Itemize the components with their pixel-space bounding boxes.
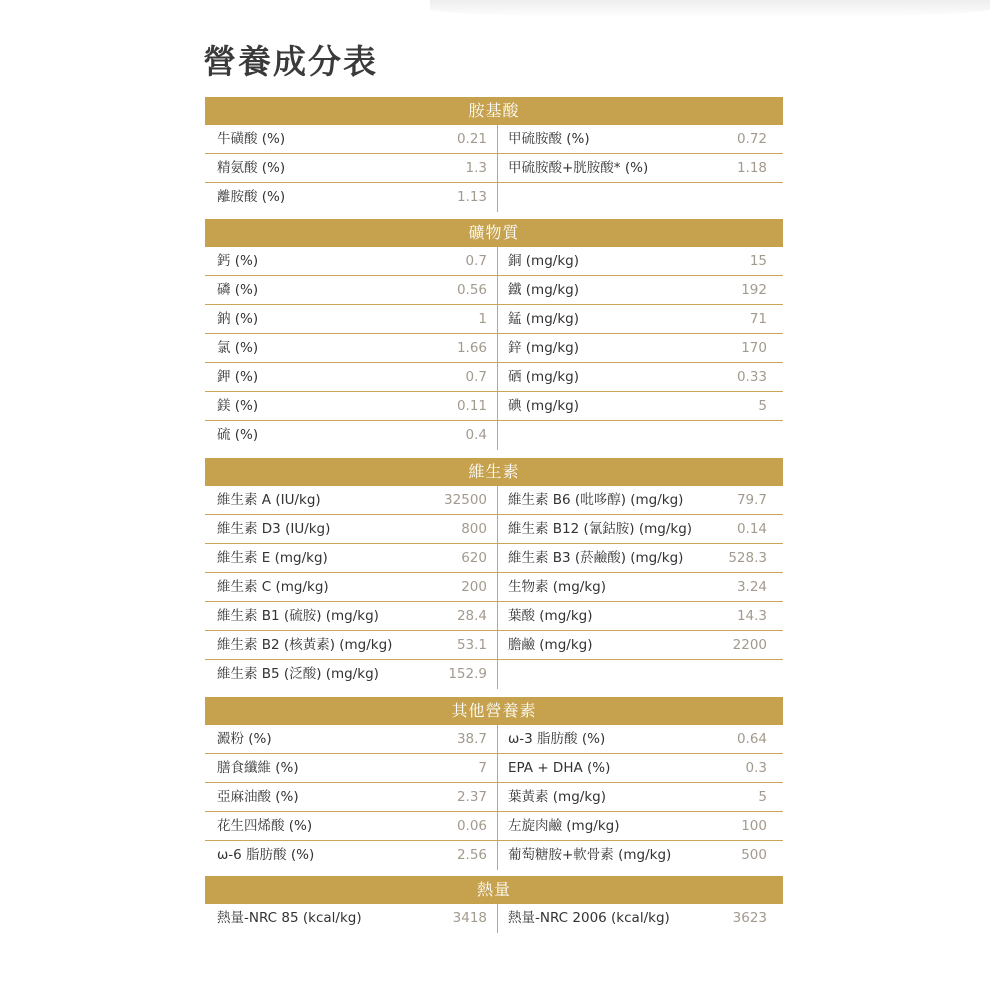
table-row	[205, 725, 783, 754]
nutrient-value: 1	[478, 311, 487, 327]
nutrient-name: 葉酸 (mg/kg)	[508, 608, 593, 624]
table-row	[205, 812, 783, 841]
nutrient-name: ω-3 脂肪酸 (%)	[508, 731, 606, 747]
column-divider	[497, 904, 498, 933]
nutrient-value: 528.3	[728, 550, 767, 566]
nutrient-name: 碘 (mg/kg)	[508, 398, 579, 414]
section-minerals	[205, 219, 783, 450]
nutrient-value: 2200	[732, 637, 767, 653]
nutrient-value: 0.11	[456, 398, 487, 414]
column-divider	[497, 754, 498, 782]
section-header: 胺基酸	[205, 97, 783, 125]
nutrient-value: 0.7	[465, 253, 487, 269]
section-header: 熱量	[205, 876, 783, 904]
nutrient-value: 0.64	[736, 731, 767, 747]
column-divider	[497, 725, 498, 753]
nutrient-value: 38.7	[456, 731, 487, 747]
column-divider	[497, 515, 498, 543]
nutrient-name: 葉黃素 (mg/kg)	[508, 789, 606, 805]
nutrient-value: 3418	[452, 910, 487, 926]
table-row	[205, 660, 783, 689]
nutrient-value: 1.66	[456, 340, 487, 356]
nutrient-name: 磷 (%)	[217, 282, 259, 298]
column-divider	[497, 276, 498, 304]
column-divider	[497, 573, 498, 601]
table-row	[205, 183, 783, 212]
nutrient-value: 7	[478, 760, 487, 776]
nutrient-value: 500	[741, 847, 767, 863]
column-divider	[497, 660, 498, 689]
nutrient-value: 79.7	[736, 492, 767, 508]
table-row	[205, 486, 783, 515]
nutrient-value: 0.33	[736, 369, 767, 385]
table-row	[205, 841, 783, 870]
column-divider	[497, 125, 498, 153]
nutrient-name: 維生素 B12 (氰鈷胺) (mg/kg)	[508, 521, 693, 537]
nutrient-value: 3.24	[736, 579, 767, 595]
table-row	[205, 783, 783, 812]
nutrient-value: 170	[741, 340, 767, 356]
nutrient-name: ω-6 脂肪酸 (%)	[217, 847, 315, 863]
nutrient-name: 膳食纖維 (%)	[217, 760, 299, 776]
table-row	[205, 334, 783, 363]
column-divider	[497, 363, 498, 391]
nutrient-value: 1.3	[465, 160, 487, 176]
nutrient-value: 1.18	[736, 160, 767, 176]
nutrient-name: 維生素 B5 (泛酸) (mg/kg)	[217, 666, 379, 682]
nutrient-name: 維生素 B6 (吡哆醇) (mg/kg)	[508, 492, 684, 508]
nutrient-name: 膽鹼 (mg/kg)	[508, 637, 593, 653]
nutrient-value: 152.9	[448, 666, 487, 682]
nutrient-value: 1.13	[456, 189, 487, 205]
nutrient-value: 620	[461, 550, 487, 566]
nutrient-value: 200	[461, 579, 487, 595]
nutrient-name: 甲硫胺酸+胱胺酸* (%)	[508, 160, 649, 176]
table-row	[205, 904, 783, 933]
nutrient-value: 0.21	[456, 131, 487, 147]
nutrient-value: 100	[741, 818, 767, 834]
nutrient-name: 亞麻油酸 (%)	[217, 789, 299, 805]
column-divider	[497, 305, 498, 333]
table-row	[205, 125, 783, 154]
nutrient-name: 鈉 (%)	[217, 311, 259, 327]
nutrient-name: 維生素 C (mg/kg)	[217, 579, 329, 595]
nutrient-value: 14.3	[736, 608, 767, 624]
nutrient-name: 生物素 (mg/kg)	[508, 579, 606, 595]
section-energy	[205, 876, 783, 933]
nutrient-name: 維生素 E (mg/kg)	[217, 550, 328, 566]
section-vitamins	[205, 458, 783, 689]
section-header: 其他營養素	[205, 697, 783, 725]
nutrient-name: 鐵 (mg/kg)	[508, 282, 579, 298]
nutrient-name: 鈣 (%)	[217, 253, 259, 269]
section-other-nutrients	[205, 697, 783, 870]
table-row	[205, 631, 783, 660]
nutrient-name: 維生素 A (IU/kg)	[217, 492, 321, 508]
table-row	[205, 515, 783, 544]
nutrient-name: 維生素 B1 (硫胺) (mg/kg)	[217, 608, 379, 624]
column-divider	[497, 247, 498, 275]
nutrient-name: 氯 (%)	[217, 340, 259, 356]
nutrient-name: 硒 (mg/kg)	[508, 369, 579, 385]
column-divider	[497, 631, 498, 659]
nutrient-value: 53.1	[456, 637, 487, 653]
column-divider	[497, 783, 498, 811]
column-divider	[497, 334, 498, 362]
nutrient-value: 0.3	[745, 760, 767, 776]
section-header: 維生素	[205, 458, 783, 486]
nutrient-value: 3623	[732, 910, 767, 926]
column-divider	[497, 841, 498, 870]
nutrient-value: 32500	[444, 492, 487, 508]
nutrient-name: 維生素 B3 (菸鹼酸) (mg/kg)	[508, 550, 684, 566]
nutrient-name: 錳 (mg/kg)	[508, 311, 579, 327]
nutrient-value: 2.37	[456, 789, 487, 805]
nutrient-value: 192	[741, 282, 767, 298]
column-divider	[497, 154, 498, 182]
nutrient-value: 28.4	[456, 608, 487, 624]
nutrient-value: 0.4	[465, 427, 487, 443]
table-row	[205, 154, 783, 183]
nutrient-value: 5	[758, 398, 767, 414]
table-row	[205, 421, 783, 450]
table-row	[205, 544, 783, 573]
nutrient-name: 牛磺酸 (%)	[217, 131, 286, 147]
nutrient-value: 15	[749, 253, 767, 269]
nutrient-value: 0.56	[456, 282, 487, 298]
nutrient-name: 鉀 (%)	[217, 369, 259, 385]
nutrient-value: 5	[758, 789, 767, 805]
section-header: 礦物質	[205, 219, 783, 247]
table-row	[205, 573, 783, 602]
table-row	[205, 276, 783, 305]
nutrient-name: 維生素 D3 (IU/kg)	[217, 521, 331, 537]
column-divider	[497, 602, 498, 630]
top-shadow-decoration	[430, 0, 990, 18]
nutrient-name: 硫 (%)	[217, 427, 259, 443]
column-divider	[497, 486, 498, 514]
table-row	[205, 602, 783, 631]
column-divider	[497, 392, 498, 420]
nutrient-name: 熱量-NRC 85 (kcal/kg)	[217, 910, 362, 926]
page-title: 營養成分表	[203, 42, 378, 81]
table-row	[205, 363, 783, 392]
nutrient-name: 甲硫胺酸 (%)	[508, 131, 590, 147]
column-divider	[497, 421, 498, 450]
nutrient-name: 葡萄糖胺+軟骨素 (mg/kg)	[508, 847, 672, 863]
nutrient-value: 0.7	[465, 369, 487, 385]
nutrient-value: 71	[749, 311, 767, 327]
nutrient-name: EPA + DHA (%)	[508, 760, 611, 776]
nutrient-value: 0.06	[456, 818, 487, 834]
nutrient-name: 銅 (mg/kg)	[508, 253, 579, 269]
column-divider	[497, 183, 498, 212]
table-row	[205, 754, 783, 783]
nutrient-name: 左旋肉鹼 (mg/kg)	[508, 818, 620, 834]
nutrient-name: 花生四烯酸 (%)	[217, 818, 313, 834]
nutrient-name: 鋅 (mg/kg)	[508, 340, 579, 356]
nutrient-name: 維生素 B2 (核黃素) (mg/kg)	[217, 637, 393, 653]
section-amino-acids	[205, 97, 783, 212]
nutrient-value: 2.56	[456, 847, 487, 863]
nutrient-name: 精氨酸 (%)	[217, 160, 286, 176]
table-row	[205, 392, 783, 421]
nutrient-value: 0.72	[736, 131, 767, 147]
nutrient-value: 800	[461, 521, 487, 537]
nutrient-name: 離胺酸 (%)	[217, 189, 286, 205]
table-row	[205, 247, 783, 276]
nutrient-name: 鎂 (%)	[217, 398, 259, 414]
nutrient-value: 0.14	[736, 521, 767, 537]
nutrient-name: 熱量-NRC 2006 (kcal/kg)	[508, 910, 670, 926]
column-divider	[497, 812, 498, 840]
nutrient-name: 澱粉 (%)	[217, 731, 272, 747]
table-row	[205, 305, 783, 334]
column-divider	[497, 544, 498, 572]
